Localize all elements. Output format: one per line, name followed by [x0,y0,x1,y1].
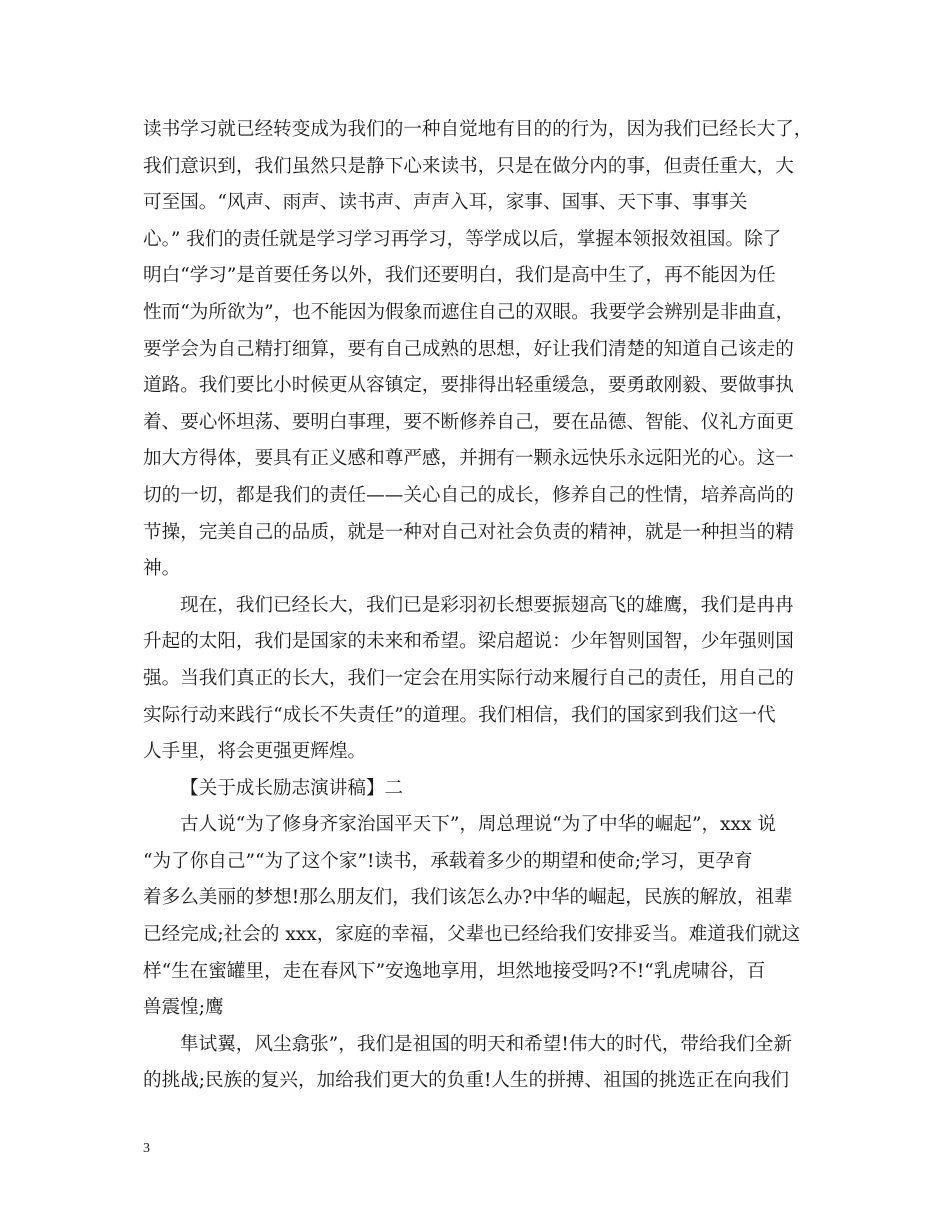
page-number: 3 [143,1141,150,1156]
text-line: 【关于成长励志演讲稿】二 [180,777,404,799]
text-line: 升起的太阳，我们是国家的未来和希望。梁启超说：少年智则国智，少年强则国 [143,631,794,653]
text-line: 神。 [143,558,181,580]
text-line: 明白“学习”是首要任务以外，我们还要明白，我们是高中生了，再不能因为任 [143,265,776,287]
text-line: 样“生在蜜罐里，走在春风下”安逸地享用，坦然地接受吗?不!“乳虎啸谷，百 [143,960,766,982]
text-line: “为了你自己”“为了这个家”!读书，承载着多少的期望和使命;学习，更孕育 [143,850,753,872]
text-line: 道路。我们要比小时候更从容镇定，要排得出轻重缓急，要勇敢刚毅、要做事执 [143,375,794,397]
text-line: 我们意识到，我们虽然只是静下心来读书，只是在做分内的事，但责任重大，大 [143,155,794,177]
text-line: 着多么美丽的梦想!那么朋友们，我们该怎么办?中华的崛起，民族的解放，祖辈 [143,887,793,909]
text-line: 兽震惶;鹰 [143,997,224,1019]
text-line: 强。当我们真正的长大，我们一定会在用实际行动来履行自己的责任，用自己的 [143,667,794,689]
text-line: 性而“为所欲为”，也不能因为假象而遮住自己的双眼。我要学会辨别是非曲直， [143,301,795,323]
text-line: 人手里，将会更强更辉煌。 [143,741,367,763]
text-line: 要学会为自己精打细算，要有自己成熟的思想，好让我们清楚的知道自己该走的 [143,338,794,360]
text-line: 切的一切，都是我们的责任——关心自己的成长，修养自己的性情，培养高尚的 [143,484,794,506]
text-line: 现在，我们已经长大，我们已是彩羽初长想要振翅高飞的雄鹰，我们是冉冉 [180,594,794,616]
text-line: 隼试翼，风尘翕张”，我们是祖国的明天和希望!伟大的时代，带给我们全新 [180,1033,792,1055]
text-line: 加大方得体，要具有正义感和尊严感，并拥有一颗永远快乐永远阳光的心。这一 [143,448,794,470]
text-line: 实际行动来践行“成长不失责任”的道理。我们相信，我们的国家到我们这一代 [143,704,776,726]
text-line: 心。” 我们的责任就是学习学习再学习，等学成以后，掌握本领报效祖国。除了 [143,228,782,250]
text-line: 读书学习就已经转变成为我们的一种自觉地有目的的行为，因为我们已经长大了， [143,119,813,140]
text-line: 的挑战;民族的复兴，加给我们更大的负重!人生的拼搏、祖国的挑选正在向我们 [143,1070,789,1092]
text-line: 节操，完美自己的品质，就是一种对自己对社会负责的精神，就是一种担当的精 [143,521,794,543]
body-text [143,112,827,1100]
text-line: 着、要心怀坦荡、要明白事理，要不断修养自己，要在品德、智能、仪礼方面更 [143,411,794,433]
text-line: 可至国。“风声、雨声、读书声、声声入耳，家事、国事、天下事、事事关 [143,192,748,214]
text-line: 已经完成;社会的 xxx，家庭的幸福，父辈也已经给我们安排妥当。难道我们就这 [143,924,801,946]
text-line: 古人说“为了修身齐家治国平天下”，周总理说“为了中华的崛起”，xxx 说 [180,814,777,836]
